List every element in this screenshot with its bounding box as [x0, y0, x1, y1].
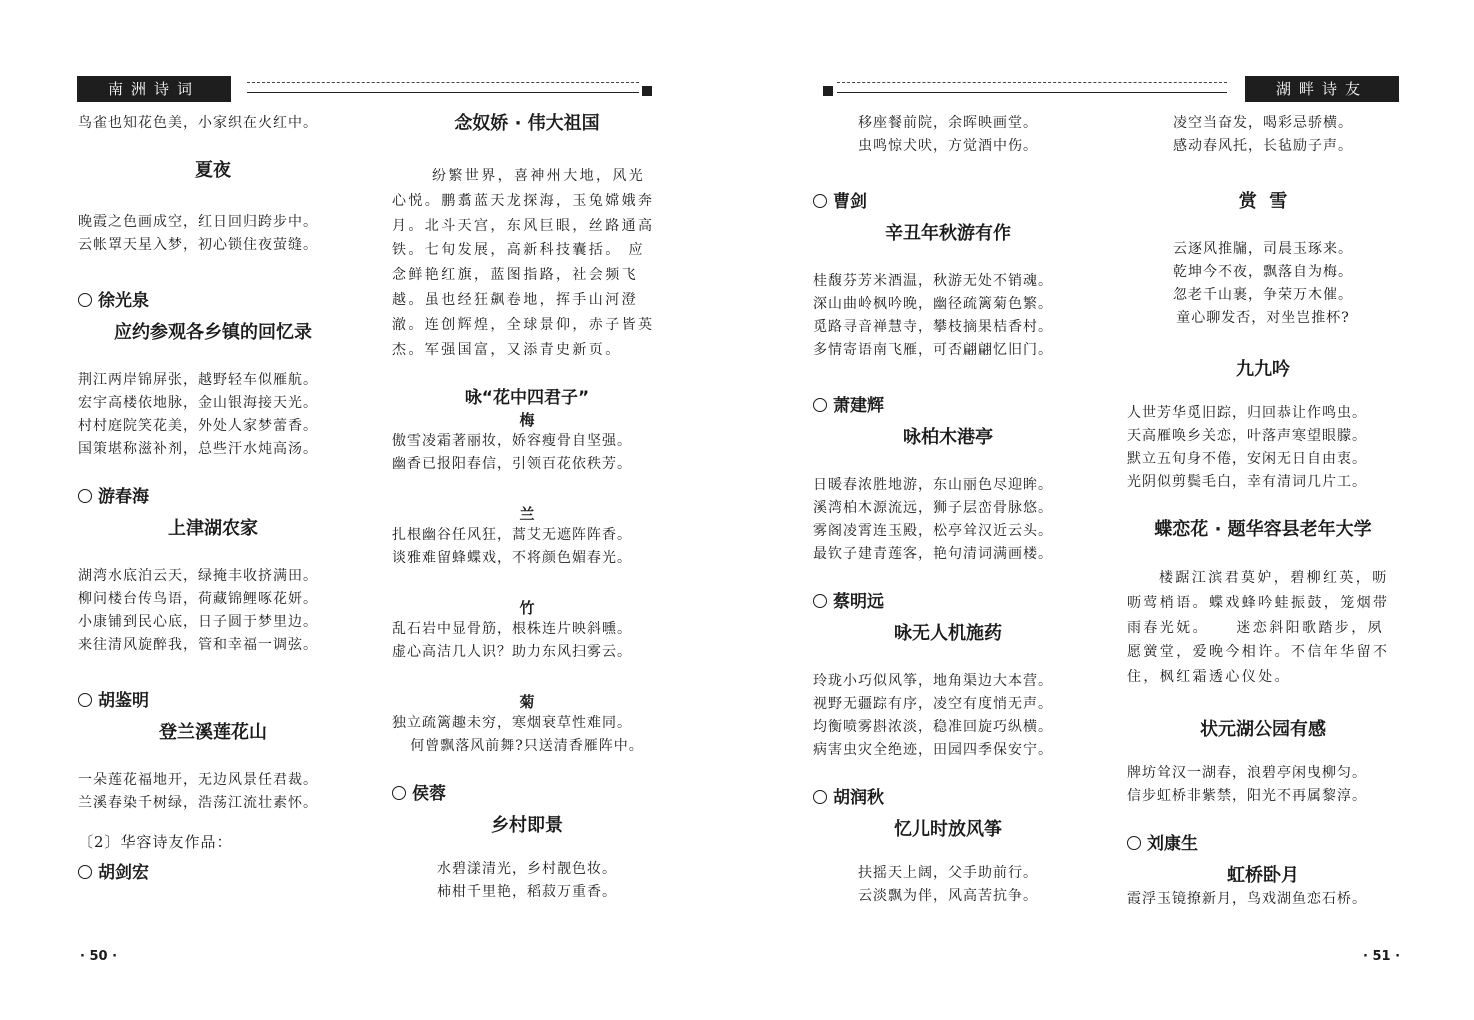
author-name: 徐光泉: [78, 289, 348, 313]
poem-line: 云淡飘为伴，风高苦抗争。: [858, 888, 1038, 904]
poem-line: 来往清风旋醉我，管和幸福一调弦。: [78, 637, 318, 653]
poem-line: 鸟雀也知花色美，小家织在火红中。: [78, 115, 318, 131]
poem-line: 人世芳华觅旧踪，归回恭让作鸣虫。: [1127, 405, 1367, 421]
circle-bullet-icon: [78, 865, 92, 879]
poem-line: 病害虫灾全绝迹，田园四季保安宁。: [813, 742, 1053, 758]
poem-title: 咏柏木港亭: [903, 427, 993, 448]
poem-line: 独立疏篱趣未穷，寒烟衰草性难同。: [392, 715, 632, 732]
poem-line: 澈。连创辉煌，全球景仰，赤子皆英: [392, 316, 655, 333]
poem-line: 霞浮玉镜撩新月，鸟戏湖鱼恋石桥。: [1127, 890, 1367, 907]
circle-bullet-icon: [78, 293, 92, 307]
author-name: 胡剑宏: [78, 861, 348, 885]
poem-line: 小康铺到民心底，日子圆于梦里边。: [78, 614, 318, 630]
poem-line: 晚霞之色画成空，红日回归跨步中。: [78, 214, 318, 230]
author-name: 蔡明远: [813, 590, 1083, 614]
poem-line: 移座餐前院，余晖映画堂。: [858, 115, 1038, 131]
poem-line: 扶摇天上阔，父手助前行。: [858, 865, 1038, 881]
poem-line: 视野无疆踪有序，凌空有度悄无声。: [813, 696, 1053, 712]
poem-subtitle: 竹: [519, 599, 535, 618]
circle-bullet-icon: [813, 790, 827, 804]
poem-line: 湖湾水底泊云天，绿掩丰收挤满田。: [78, 568, 318, 584]
poem-body: [1127, 566, 1399, 690]
poem-title: 忆儿时放风筝: [894, 819, 1002, 840]
left-header-label: 南洲诗词: [77, 76, 231, 102]
poem-subtitle: 梅: [519, 411, 535, 430]
poem-title: 状元湖公园有感: [1200, 718, 1326, 740]
circle-bullet-icon: [813, 194, 827, 208]
poem-line: 乾坤今不夜，飘落自为梅。: [1173, 264, 1353, 280]
right-header-square: [823, 86, 833, 96]
poem-title: 咏“花中四君子”: [464, 388, 590, 409]
poem-line: 念鲜艳红旗，蓝图指路，社会频飞: [392, 267, 638, 284]
poem-title: 蝶恋花 · 题华容县老年大学: [1154, 519, 1372, 540]
page-number: · 50 ·: [80, 949, 118, 964]
poem-line: 乱石岩中显骨筋，根株连片映斜曛。: [392, 621, 632, 638]
poem-line: 日暖春浓胜地游，东山丽色尽迎眸。: [813, 477, 1053, 493]
poem-line: 心悦。鹏翥蓝天龙探海，玉兔嫦娥奔: [392, 192, 655, 209]
poem-subtitle: 菊: [519, 693, 535, 712]
poem-line: 觅路寻音禅慧寺，攀枝摘果桔香村。: [813, 319, 1053, 335]
poem-line: 牌坊耸汉一湖春，浪碧亭闲曳柳匀。: [1127, 764, 1367, 781]
poem-title: 乡村即景: [491, 815, 563, 837]
poem-line: 天高雁唤乡关恋，叶落声寒望眼朦。: [1127, 428, 1367, 444]
poem-line: 均衡喷雾斟浓淡，稳准回旋巧纵横。: [813, 719, 1053, 735]
poem-line: 柿柑千里艳，稻菽万重香。: [437, 884, 617, 901]
poem-subtitle: 兰: [519, 505, 535, 524]
poem-line: 荆江两岸锦屏张，越野轻车似雁航。: [78, 372, 318, 388]
poem-title: 辛丑年秋游有作: [885, 223, 1011, 244]
right-header-rule: [837, 82, 1227, 93]
poem-line: 云帐罩天星入梦，初心锁住夜萤缝。: [78, 237, 318, 253]
circle-bullet-icon: [813, 398, 827, 412]
right-column-1: [813, 112, 1083, 908]
author-name: 胡鉴明: [78, 689, 348, 713]
poem-line: 幽香已报阳春信，引领百花依秩芳。: [392, 456, 632, 473]
page-number: · 51 ·: [1363, 949, 1401, 964]
poem-title: 登兰溪莲花山: [159, 722, 267, 743]
poem-title: 应约参观各乡镇的回忆录: [114, 322, 312, 343]
poem-body: [392, 164, 662, 362]
poem-line: 谈雅难留蜂蝶戏，不将颜色媚春光。: [392, 550, 632, 567]
author-name: 胡润秋: [813, 786, 1083, 810]
poem-title: 虹桥卧月: [1227, 864, 1299, 886]
poem-title: 念奴娇 · 伟大祖国: [454, 113, 600, 134]
poem-title: 九九吟: [1236, 359, 1290, 380]
author-name: 曹剑: [813, 190, 1083, 214]
author-name: 刘康生: [1127, 832, 1399, 856]
poem-line: 扎根幽谷任风狂，蒿艾无遮阵阵香。: [392, 527, 632, 544]
poem-line: 凌空当奋发，喝彩忌骄横。: [1173, 115, 1353, 131]
poem-line: 傲雪凌霜著丽妆，娇容瘦骨自坚强。: [392, 433, 632, 450]
poem-line: 虚心高洁几人识？助力东风扫雾云。: [392, 644, 632, 661]
circle-bullet-icon: [1127, 836, 1141, 850]
circle-bullet-icon: [392, 786, 406, 800]
poem-line: 玲珑小巧似风筝，地角渠边大本营。: [813, 673, 1053, 689]
poem-line: 深山曲岭枫吟晚，幽径疏篱菊色繁。: [813, 296, 1053, 312]
right-header-label: 湖畔诗友: [1245, 76, 1399, 102]
poem-line: 虫鸣惊犬吠，方觉酒中伤。: [858, 138, 1038, 154]
left-header-square: [642, 86, 652, 96]
poem-line: 住，枫红霜透心仪处。: [1127, 669, 1291, 686]
poem-line: 月。北斗天宫，东风巨眼，丝路通高: [392, 217, 655, 234]
poem-line: 柳问楼台传鸟语，荷藏锦鲤啄花妍。: [78, 591, 318, 607]
author-name: 萧建辉: [813, 394, 1083, 418]
poem-line: 云逐风推牖，司晨玉琢来。: [1173, 241, 1353, 257]
section-heading: 〔2〕华容诗友作品：: [78, 833, 233, 851]
poem-line: 信步虹桥非紫禁，阳光不再属黎淳。: [1127, 787, 1367, 804]
left-column-2: [392, 112, 662, 904]
poem-line: 溪湾柏木源流远，狮子层峦骨脉悠。: [813, 500, 1053, 516]
poem-line: 桂馥芬芳米酒温，秋游无处不销魂。: [813, 273, 1053, 289]
poem-line: 感动春风托，长毡励子声。: [1173, 138, 1353, 154]
poem-line: 兰溪春染千树绿，浩荡江流壮素怀。: [78, 795, 318, 811]
circle-bullet-icon: [78, 693, 92, 707]
poem-line: 越。虽也经狂飙卷地，挥手山河澄: [392, 291, 638, 308]
poem-title: 夏夜: [195, 160, 231, 181]
poem-line: 默立五旬身不倦，安闲无日自由衷。: [1127, 451, 1367, 467]
poem-line: 杰。军强国富，又添青史新页。: [392, 341, 622, 358]
circle-bullet-icon: [78, 489, 92, 503]
author-name: 游春海: [78, 485, 348, 509]
poem-line: 水碧漾清光，乡村靓色妆。: [437, 861, 617, 878]
poem-title: 上津湖农家: [168, 518, 258, 539]
poem-line: 光阴似剪鬓毛白，幸有清词几片工。: [1127, 474, 1367, 490]
circle-bullet-icon: [813, 594, 827, 608]
poem-line: 雨春光妩。 迷恋斜阳歌踏步，夙: [1127, 619, 1384, 636]
left-column-1: [78, 112, 348, 885]
poem-line: 纷繁世界，喜神州大地，风光: [432, 168, 646, 184]
poem-line: 楼踞江滨君莫妒，碧柳红英，呖: [1159, 570, 1389, 586]
right-page: [737, 0, 1474, 1020]
poem-line: 铁。七旬发展，高新科技囊括。 应: [392, 242, 645, 259]
author-name: 侯蓉: [392, 782, 662, 806]
poem-line: 国策堪称滋补剂，总些汗水炖高汤。: [78, 441, 318, 457]
poem-line: 宏宇高楼依地脉，金山银海接天光。: [78, 395, 318, 411]
right-column-2: [1127, 112, 1399, 911]
poem-line: 忽老千山裹，争荣万木催。: [1173, 287, 1353, 303]
poem-line: 呖莺梢语。蝶戏蜂吟蛙振鼓，笼烟带: [1127, 594, 1390, 611]
poem-line: 最钦子建青莲客，艳句清词满画楼。: [813, 546, 1053, 562]
left-header-rule: [247, 82, 639, 93]
poem-title: 赏 雪: [1238, 191, 1288, 212]
poem-line: 多情寄语南飞雁，可否翩翩忆旧门。: [813, 342, 1053, 358]
poem-line: 一朵莲花福地开，无边风景任君裁。: [78, 772, 318, 788]
poem-line: 愿黉堂，爱晚今相许。不信年华留不: [1127, 644, 1390, 661]
poem-line: 何曾飘落风前舞?只送清香雁阵中。: [410, 738, 644, 755]
poem-line: 雾阁凌霄连玉殿，松亭耸汉近云头。: [813, 523, 1053, 539]
poem-line: 村村庭院笑花美，外处人家梦蕾香。: [78, 418, 318, 434]
poem-title: 咏无人机施药: [894, 623, 1002, 644]
poem-line: 童心聊发否，对坐岂推杯?: [1176, 310, 1350, 326]
